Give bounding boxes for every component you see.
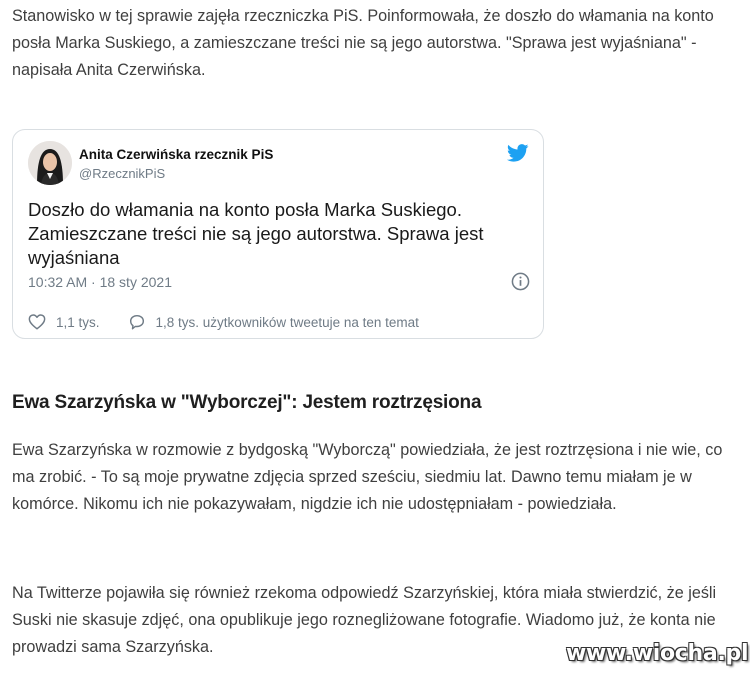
tweet-author-handle[interactable]: @RzecznikPiS — [79, 166, 166, 181]
article-paragraph: Na Twitterze pojawiła się również rzekoma odpowiedź Szarzyńskiej, która miała stwierdzić, że jeśli Suski nie skasuje zdjęć, ona opublikuje jego roznegliżowane fotografie. Wiadomo już, że konta nie prowadzi sama Szarzyńska. — [12, 584, 717, 656]
comment-icon[interactable] — [128, 313, 146, 331]
like-count[interactable]: 1,1 tys. — [56, 314, 100, 330]
watermark: www.wiocha.pl — [566, 641, 749, 666]
avatar-portrait-icon — [28, 141, 72, 185]
twitter-bird-icon[interactable] — [507, 144, 529, 162]
tweet-actions — [28, 313, 419, 331]
reply-count[interactable]: 1,8 tys. użytkowników tweetuje na ten temat — [155, 314, 419, 330]
tweet-text: Doszło do włamania na konto posła Marka Suskiego. Zamieszczane treści nie są jego autorstwa. Sprawa jest wyjaśniana — [28, 199, 484, 268]
heart-icon[interactable] — [28, 313, 46, 331]
embedded-tweet[interactable] — [12, 129, 544, 339]
tweet-timestamp[interactable]: 10:32 AM · 18 sty 2021 — [28, 274, 172, 290]
section-heading: Ewa Szarzyńska w "Wyborczej": Jestem roztrzęsiona — [12, 392, 482, 413]
intro-paragraph: Stanowisko w tej sprawie zajęła rzeczniczka PiS. Poinformowała, że doszło do włamania na konto posła Marka Suskiego, a zamieszczane treści nie są jego autorstwa. "Sprawa jest wyjaśniana" - napisała Anita Czerwińska. — [12, 7, 714, 79]
avatar[interactable] — [28, 141, 72, 185]
article-paragraph: Ewa Szarzyńska w rozmowie z bydgoską "Wyborczą" powiedziała, że jest roztrzęsiona i nie wie, co ma zrobić. - To są moje prywatne zdjęcia sprzed sześciu, siedmiu lat. Dawno temu miałam je w komórce. Nikomu ich nie pokazywałam, nigdzie ich nie udostępniałam - powiedziała. — [12, 441, 723, 513]
tweet-author-name[interactable]: Anita Czerwińska rzecznik PiS — [79, 147, 274, 162]
info-icon[interactable] — [511, 272, 530, 291]
